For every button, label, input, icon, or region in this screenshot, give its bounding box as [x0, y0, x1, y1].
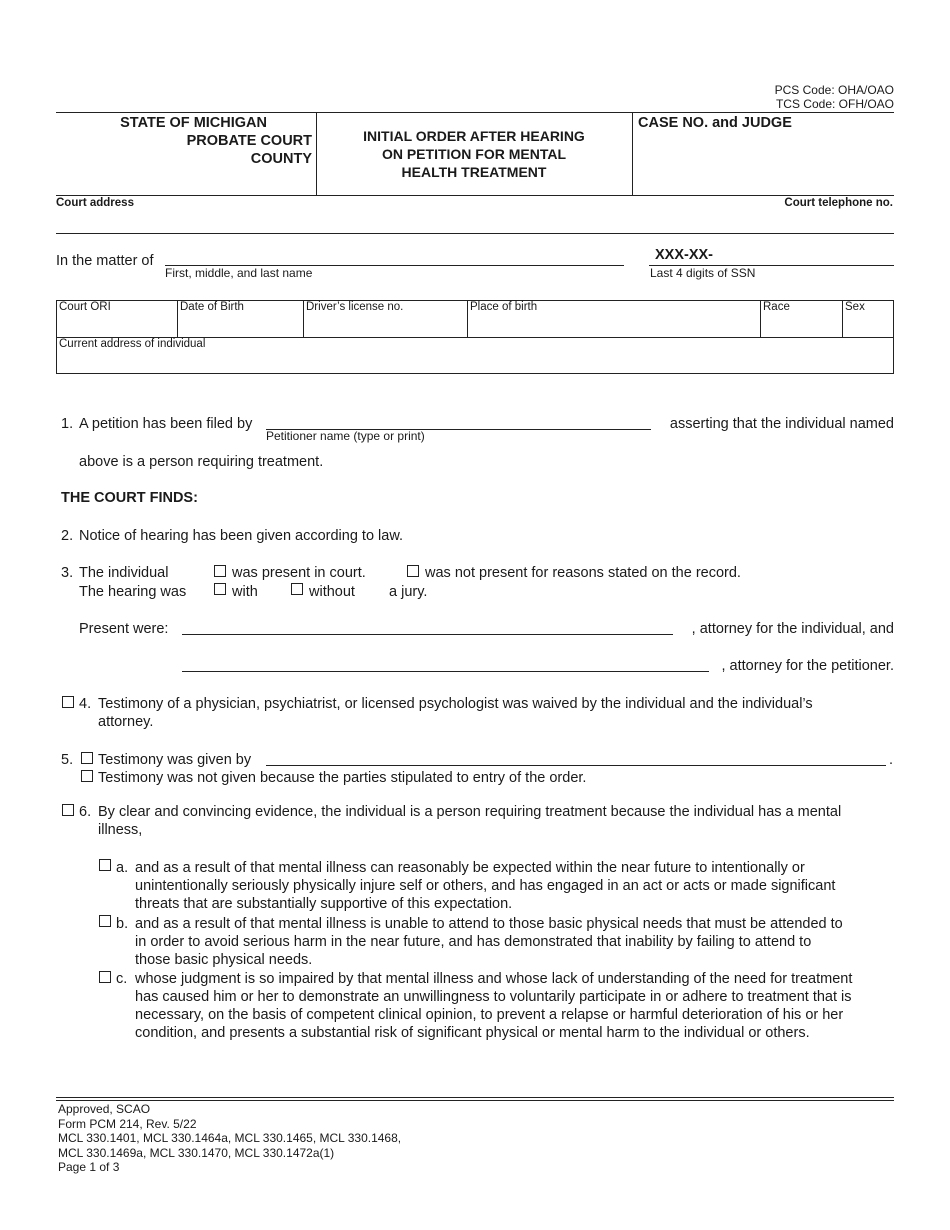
item-2-number: 2.: [61, 528, 74, 544]
item-4-line-2: attorney.: [98, 714, 154, 730]
state-name: STATE OF MICHIGAN: [120, 115, 267, 131]
item-6c-text: [135, 970, 852, 1042]
item-6c-line-1: whose judgment is so impaired by that mental illness and whose lack of understanding of the need for treatment: [135, 971, 853, 987]
court-ori-field[interactable]: [58, 315, 175, 335]
info-col-divider-4: [760, 300, 761, 337]
item-6a-line-1: and as a result of that mental illness can reasonably be expected within the near future to intentionally or: [135, 860, 805, 876]
without-jury-checkbox[interactable]: [291, 583, 303, 595]
attorney-individual-label: , attorney for the individual, and: [691, 621, 894, 637]
form-codes: [775, 83, 894, 111]
item-6-number: 6.: [79, 804, 92, 820]
header-top-rule: [56, 112, 894, 113]
footer-mcl-line-1: MCL 330.1401, MCL 330.1464a, MCL 330.1465, MCL 330.1468,: [58, 1131, 402, 1145]
item-5-number: 5.: [61, 752, 74, 768]
court-telephone-label: Court telephone no.: [784, 197, 893, 209]
with-label: with: [232, 584, 258, 600]
dob-label: Date of Birth: [180, 301, 244, 313]
footer-rule-top: [56, 1097, 894, 1098]
current-address-field[interactable]: [58, 352, 892, 372]
county-label: COUNTY: [250, 151, 312, 167]
footer-mcl-line-2: MCL 330.1469a, MCL 330.1470, MCL 330.1472a(1): [58, 1145, 335, 1160]
item-6b-letter: b.: [116, 916, 129, 932]
current-address-label: Current address of individual: [59, 338, 206, 350]
item-6c-line-2: has caused him or her to demonstrate an unwillingness to voluntarily participate in or adhere to treatment that is: [135, 989, 852, 1005]
testimony-not-given-label: Testimony was not given because the parties stipulated to entry of the order.: [98, 770, 587, 786]
attorney-individual-field[interactable]: [182, 634, 673, 635]
footer-approved: Approved, SCAO: [58, 1102, 151, 1116]
title-line-3: HEALTH TREATMENT: [401, 164, 547, 180]
item-6c-line-4: condition, and presents a substantial risk of significant physical or mental harm to the individual or others.: [135, 1025, 810, 1041]
tcs-code: TCS Code: OFH/OAO: [775, 97, 894, 111]
item-4-text: [98, 695, 813, 731]
case-no-field[interactable]: [634, 132, 892, 192]
header-bottom-rule: [56, 195, 894, 196]
court-address-field[interactable]: [56, 210, 894, 232]
item-1-text-b: asserting that the individual named: [669, 416, 894, 432]
item-6b-line-2: in order to avoid serious harm in the near future, and has demonstrated that inability by failing to attend to: [135, 934, 812, 950]
case-no-label: CASE NO. and JUDGE: [638, 115, 792, 131]
sex-field[interactable]: [844, 315, 892, 335]
title-line-2: ON PETITION FOR MENTAL: [381, 146, 567, 162]
without-label: without: [309, 584, 355, 600]
item-6-checkbox[interactable]: [62, 804, 74, 816]
info-col-divider-5: [842, 300, 843, 337]
header-divider-left: [316, 112, 317, 195]
item-1-text-a: A petition has been filed by: [79, 416, 253, 432]
petitioner-name-caption: Petitioner name (type or print): [266, 429, 425, 443]
item-6c-checkbox[interactable]: [99, 971, 111, 983]
individual-name-caption: First, middle, and last name: [165, 266, 313, 280]
testimony-given-checkbox[interactable]: [81, 752, 93, 764]
item-6-text: [98, 803, 841, 839]
court-ori-label: Court ORI: [59, 301, 111, 313]
item-6c-line-3: necessary, on the basis of competent clinical opinion, to prevent a relapse or harmful deterioration of his or her: [135, 1007, 844, 1023]
court-finds-heading: THE COURT FINDS:: [61, 490, 198, 506]
testimony-given-period: .: [889, 752, 894, 768]
item-6a-line-3: threats that are substantially supportive of this expectation.: [135, 896, 513, 912]
testimony-given-by-field[interactable]: [266, 765, 886, 766]
jury-label: a jury.: [389, 584, 428, 600]
sex-label: Sex: [845, 301, 865, 313]
not-present-checkbox[interactable]: [407, 565, 419, 577]
info-col-divider-2: [303, 300, 304, 337]
item-6a-checkbox[interactable]: [99, 859, 111, 871]
item-6a-line-2: unintentionally seriously physically injure self or others, and has engaged in an act or acts or made significant: [135, 878, 836, 894]
court-address-rule: [56, 233, 894, 234]
ssn-caption: Last 4 digits of SSN: [650, 266, 756, 280]
item-6b-checkbox[interactable]: [99, 915, 111, 927]
item-1-number: 1.: [61, 416, 74, 432]
court-heading: [56, 114, 312, 168]
footer-form-number: Form PCM 214, Rev. 5/22: [58, 1116, 197, 1131]
race-label: Race: [763, 301, 790, 313]
item-3-number: 3.: [61, 565, 74, 581]
testimony-not-given-checkbox[interactable]: [81, 770, 93, 782]
dob-field[interactable]: [179, 315, 301, 335]
with-jury-checkbox[interactable]: [214, 583, 226, 595]
info-col-divider-3: [467, 300, 468, 337]
footer-info: [58, 1102, 401, 1175]
ssn-prefix: XXX-XX-: [655, 247, 714, 263]
item-6b-line-1: and as a result of that mental illness is unable to attend to those basic physical needs that must be attended to: [135, 916, 843, 932]
birthplace-label: Place of birth: [470, 301, 538, 313]
hearing-label: The hearing was: [79, 584, 187, 600]
item-4-checkbox[interactable]: [62, 696, 74, 708]
item-4-number: 4.: [79, 696, 92, 712]
item-6b-line-3: those basic physical needs.: [135, 952, 313, 968]
footer-rule-bottom: [56, 1100, 894, 1101]
item-1-text-c: above is a person requiring treatment.: [79, 454, 324, 470]
title-line-1: INITIAL ORDER AFTER HEARING: [363, 128, 585, 144]
item-2-text: Notice of hearing has been given according to law.: [79, 528, 404, 544]
footer-page-number: Page 1 of 3: [58, 1160, 120, 1174]
license-label: Driver’s license no.: [306, 301, 404, 313]
present-checkbox[interactable]: [214, 565, 226, 577]
item-6-line-2: illness,: [98, 822, 143, 838]
item-6a-letter: a.: [116, 860, 129, 876]
item-6c-letter: c.: [116, 971, 128, 987]
form-title: [318, 127, 630, 181]
header-divider-right: [632, 112, 633, 195]
attorney-petitioner-label: , attorney for the petitioner.: [721, 658, 894, 674]
individual-label: The individual: [79, 565, 169, 581]
item-6b-text: [135, 915, 843, 969]
matter-label: In the matter of: [56, 253, 154, 269]
present-label: was present in court.: [232, 565, 366, 581]
item-6-line-1: By clear and convincing evidence, the individual is a person requiring treatment because the individual has a mental: [98, 804, 842, 820]
not-present-label: was not present for reasons stated on the record.: [425, 565, 741, 581]
court-name: PROBATE COURT: [186, 133, 312, 149]
birthplace-field[interactable]: [469, 315, 758, 335]
item-4-line-1: Testimony of a physician, psychiatrist, or licensed psychologist was waived by the individual and the individual’s: [98, 696, 813, 712]
attorney-petitioner-field[interactable]: [182, 671, 709, 672]
license-field[interactable]: [305, 315, 465, 335]
pcs-code: PCS Code: OHA/OAO: [774, 83, 894, 97]
info-col-divider-1: [177, 300, 178, 337]
testimony-given-label: Testimony was given by: [98, 752, 252, 768]
present-were-label: Present were:: [79, 621, 169, 637]
race-field[interactable]: [762, 315, 840, 335]
item-6a-text: [135, 859, 835, 913]
court-address-label: Court address: [56, 197, 134, 209]
